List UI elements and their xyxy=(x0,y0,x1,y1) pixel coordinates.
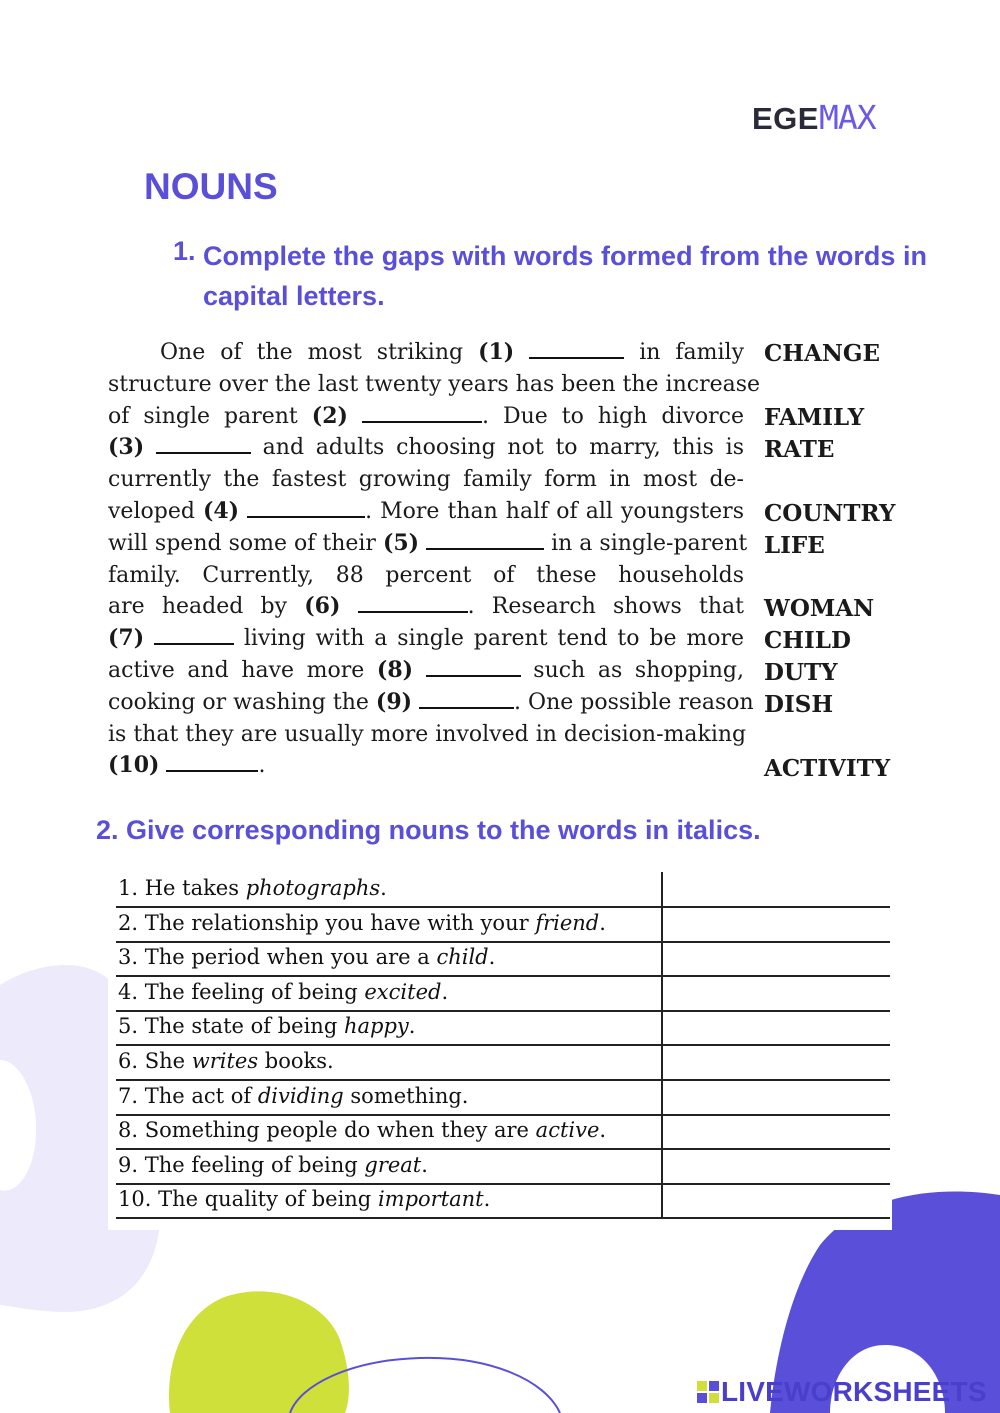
gap-blank[interactable] xyxy=(362,401,482,423)
keyword-activity: ACTIVITY xyxy=(764,755,891,782)
prompt-text-end: something. xyxy=(343,1083,469,1108)
passage-line xyxy=(108,623,744,655)
gap-number: (8) xyxy=(376,656,414,683)
answer-field[interactable] xyxy=(661,1045,890,1078)
prompt-italic-word: important xyxy=(377,1187,484,1212)
prompt-text: 8. Something people do when they are xyxy=(118,1118,536,1143)
passage-text: . More than half of all youngsters xyxy=(365,498,744,524)
passage-text: active and have more xyxy=(108,657,365,683)
gap-blank[interactable] xyxy=(156,432,251,454)
prompt-text: 3. The period when you are a xyxy=(118,945,437,970)
prompt-text-end: . xyxy=(488,945,496,970)
prompt-italic-word: excited xyxy=(364,979,442,1004)
answer-field[interactable] xyxy=(661,1010,890,1043)
exercise2-table xyxy=(108,870,892,1230)
passage-line xyxy=(108,337,744,369)
answer-field[interactable] xyxy=(661,1080,890,1113)
passage-line xyxy=(108,496,744,528)
passage-text: in a single-parent xyxy=(551,530,748,556)
logo-text-max: MAX xyxy=(818,98,876,137)
table-row xyxy=(116,872,890,908)
liveworksheets-logo xyxy=(697,1376,987,1408)
prompt-italic-word: friend xyxy=(535,910,600,935)
passage-text: . Research shows that xyxy=(467,594,745,620)
page-title: NOUNS xyxy=(144,166,278,207)
prompt-text-end: . xyxy=(380,876,387,900)
passage-line xyxy=(108,528,748,560)
prompt-text-end: . xyxy=(421,1152,428,1177)
gap-number: (3) xyxy=(108,434,145,461)
keyword-woman: WOMAN xyxy=(764,595,875,622)
passage-text: is that they are usually more involved in decision-making xyxy=(108,721,747,747)
table-row-prompt xyxy=(118,876,387,900)
prompt-italic-word: happy xyxy=(343,1014,409,1039)
passage-line xyxy=(108,655,744,687)
gap-number: (4) xyxy=(202,497,240,524)
answer-field[interactable] xyxy=(661,1183,890,1216)
table-row xyxy=(116,1010,890,1046)
table-row xyxy=(116,1080,890,1116)
liveworksheets-text: LIVEWORKSHEETS xyxy=(721,1376,987,1407)
prompt-text-end: books. xyxy=(258,1049,334,1073)
gap-blank[interactable] xyxy=(529,337,624,359)
table-row-prompt xyxy=(118,1153,428,1177)
passage-text: in family xyxy=(639,340,744,365)
gap-blank[interactable] xyxy=(426,655,521,677)
passage-text: and adults choosing not to marry, this is xyxy=(262,435,744,461)
liveworksheets-icon xyxy=(697,1381,719,1403)
passage-line xyxy=(108,560,744,592)
table-row-prompt xyxy=(118,945,495,969)
gap-blank[interactable] xyxy=(154,623,234,645)
prompt-text: 10. The quality of being xyxy=(118,1187,378,1212)
keyword-rate: RATE xyxy=(764,436,835,463)
table-row xyxy=(116,941,890,977)
gap-number: (1) xyxy=(478,339,515,365)
lime-blob xyxy=(169,1291,349,1413)
prompt-text: 2. The relationship you have with your xyxy=(118,910,536,935)
passage-text: family. Currently, 88 percent of these households xyxy=(108,562,744,588)
passage-line xyxy=(108,464,744,496)
table-row-prompt xyxy=(118,1187,490,1211)
exercise1-passage xyxy=(108,337,761,782)
prompt-italic-word: writes xyxy=(191,1049,259,1073)
prompt-text-end: . xyxy=(599,1118,607,1143)
table-row xyxy=(116,1149,890,1185)
prompt-text-end: . xyxy=(441,979,449,1004)
gap-number: (9) xyxy=(375,688,413,715)
keyword-family: FAMILY xyxy=(764,404,865,431)
egemax-logo xyxy=(752,98,876,137)
gap-blank[interactable] xyxy=(166,750,258,772)
exercise1-number: 1. xyxy=(173,236,196,266)
passage-line xyxy=(108,719,747,751)
gap-number: (7) xyxy=(108,625,145,652)
passage-text: currently the fastest growing family form in most de- xyxy=(108,467,744,493)
gap-number: (5) xyxy=(382,529,420,556)
passage-text: . xyxy=(258,753,266,779)
exercise1-instruction: Complete the gaps with words formed from the words in capital letters. xyxy=(203,241,927,311)
table-row xyxy=(116,1045,890,1081)
logo-text-ege: EGE xyxy=(752,101,819,136)
passage-text: of single parent xyxy=(108,403,298,429)
prompt-text-end: . xyxy=(483,1187,491,1212)
gap-blank[interactable] xyxy=(426,528,544,550)
keyword-dish: DISH xyxy=(764,691,834,718)
passage-line xyxy=(108,369,761,401)
passage-text: living with a single parent tend to be more xyxy=(243,626,744,652)
passage-text: . Due to high divorce xyxy=(481,403,744,429)
passage-text: One of the most striking xyxy=(160,340,464,365)
keyword-change: CHANGE xyxy=(764,340,881,367)
table-row-prompt xyxy=(118,980,448,1004)
passage-line xyxy=(108,401,744,433)
answer-field[interactable] xyxy=(661,907,890,940)
table-row xyxy=(116,976,890,1012)
keyword-duty: DUTY xyxy=(764,659,838,686)
gap-blank[interactable] xyxy=(247,496,365,518)
prompt-italic-word: active xyxy=(535,1118,600,1143)
table-row-prompt xyxy=(118,1084,468,1108)
answer-field[interactable] xyxy=(661,976,890,1009)
prompt-text: 6. She xyxy=(118,1049,192,1073)
table-row-prompt xyxy=(118,1049,334,1073)
gap-number: (10) xyxy=(108,752,160,779)
prompt-text: 4. The feeling of being xyxy=(118,979,365,1004)
table-row xyxy=(116,1114,890,1150)
passage-text: structure over the last twenty years has been the increase xyxy=(108,371,761,397)
prompt-text-end: . xyxy=(599,910,606,935)
gap-blank[interactable] xyxy=(419,687,514,709)
prompt-text: 7. The act of xyxy=(118,1083,258,1108)
answer-field[interactable] xyxy=(661,1114,890,1147)
passage-text: . One possible reason xyxy=(514,689,754,715)
prompt-italic-word: dividing xyxy=(257,1083,344,1108)
passage-line xyxy=(108,591,744,623)
table-row-prompt xyxy=(118,911,606,935)
prompt-italic-word: child xyxy=(436,945,489,970)
answer-field[interactable] xyxy=(661,872,890,905)
table-row xyxy=(116,907,890,943)
prompt-text: 5. The state of being xyxy=(118,1014,344,1039)
prompt-text: 9. The feeling of being xyxy=(118,1152,365,1177)
passage-line xyxy=(108,687,754,719)
keyword-life: LIFE xyxy=(764,532,825,559)
passage-text: cooking or washing the xyxy=(108,689,369,715)
prompt-text-end: . xyxy=(408,1014,416,1039)
passage-text: veloped xyxy=(108,498,195,524)
prompt-italic-word: great xyxy=(364,1152,422,1177)
answer-field[interactable] xyxy=(661,941,890,974)
gap-number: (2) xyxy=(311,402,348,429)
exercise2-instruction: 2. Give corresponding nouns to the words in italics. xyxy=(96,815,761,845)
table-row xyxy=(116,1183,890,1219)
passage-line xyxy=(108,432,744,464)
passage-line xyxy=(108,750,744,782)
gap-number: (6) xyxy=(304,593,341,620)
prompt-text: 1. He takes xyxy=(118,876,246,900)
answer-field[interactable] xyxy=(661,1149,890,1182)
passage-text: are headed by xyxy=(108,594,288,620)
table-row-prompt xyxy=(118,1118,606,1142)
table-row-prompt xyxy=(118,1014,415,1038)
keyword-country: COUNTRY xyxy=(764,500,896,527)
passage-text: will spend some of their xyxy=(108,530,376,556)
prompt-italic-word: photographs xyxy=(245,876,381,900)
gap-blank[interactable] xyxy=(358,591,468,613)
passage-text: such as shopping, xyxy=(533,657,744,683)
keyword-child: CHILD xyxy=(764,627,851,654)
